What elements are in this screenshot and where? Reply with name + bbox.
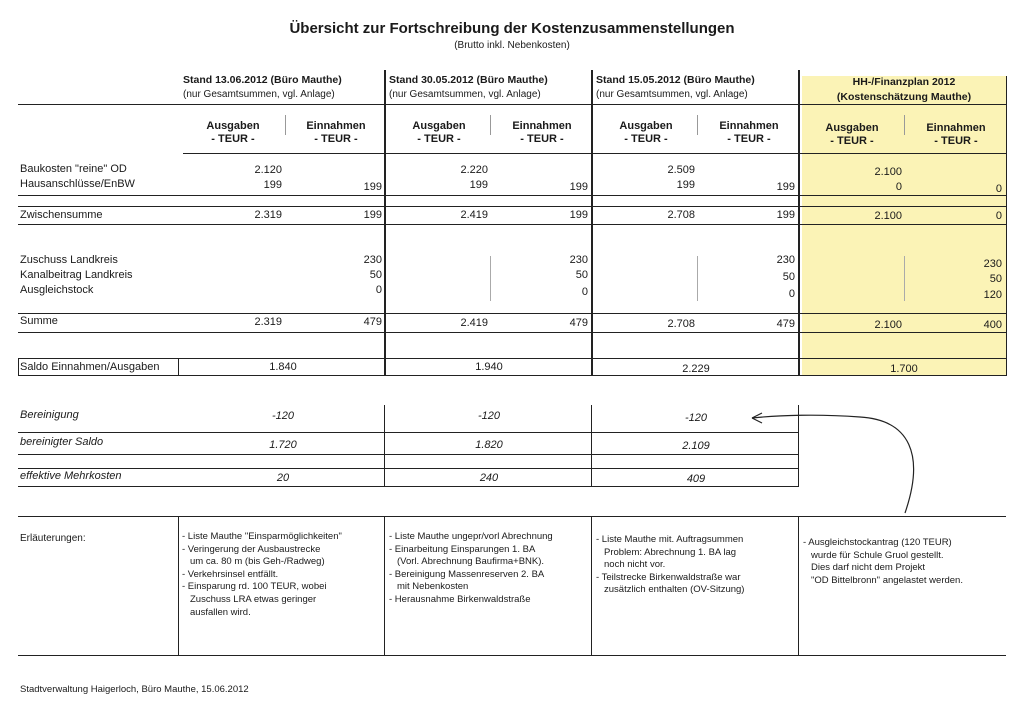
label-zuschuss: Zuschuss Landkreis — [20, 254, 118, 266]
col3-note: (nur Gesamtsummen, vgl. Anlage) — [596, 89, 748, 100]
cell: 199 — [569, 181, 588, 193]
rule-sum-bottom — [18, 332, 1006, 333]
col1-ausgaben-header: Ausgaben - TEUR - — [206, 120, 260, 145]
cell: 120 — [983, 289, 1002, 301]
col2-ausgaben-header: Ausgaben - TEUR - — [412, 120, 466, 145]
cell: 2.319 — [254, 316, 282, 328]
rule-mehr-bottom — [18, 486, 798, 487]
cell: 199 — [676, 179, 695, 191]
vline-c1-inner — [285, 115, 286, 135]
label-bereinigter-saldo: bereinigter Saldo — [20, 436, 104, 448]
label-bereinigung: Bereinigung — [20, 409, 79, 421]
cell: 2.120 — [254, 164, 282, 176]
cell: 199 — [363, 209, 382, 221]
rule-saldo-bottom — [18, 375, 1006, 376]
col1-einnahmen-header: Einnahmen - TEUR - — [306, 120, 366, 145]
arrow-icon — [740, 395, 930, 525]
cell: 230 — [776, 254, 795, 266]
cell: 50 — [575, 269, 588, 281]
label-zwischensumme: Zwischensumme — [20, 209, 103, 221]
notes-col1: - Liste Mauthe "Einsparmöglichkeiten" - Veringerung der Ausbaustrecke um ca. 80 m (bis Geh-/Radweg) - Verkehrsinsel entfällt. - Einsparung rd. 100 TEUR, wobei Zuschuss LRA etwas geringer ausfallen wird. — [182, 531, 342, 618]
cell: 50 — [782, 271, 795, 283]
cell: -120 — [684, 412, 708, 424]
cell: 2.708 — [667, 209, 695, 221]
cell: 1.840 — [269, 361, 297, 373]
label-mehrkosten: effektive Mehrkosten — [20, 470, 122, 482]
rule-notes-bottom — [18, 655, 1006, 656]
page-subtitle: (Brutto inkl. Nebenkosten) — [454, 40, 570, 51]
label-baukosten: Baukosten "reine" OD — [20, 163, 127, 175]
vline-4 — [1006, 76, 1007, 376]
vline-3 — [798, 70, 800, 376]
cell: 199 — [263, 179, 282, 191]
cell: 2.220 — [460, 164, 488, 176]
rule-saldo-top — [18, 358, 1006, 359]
cell: 199 — [569, 209, 588, 221]
cell: 2.708 — [667, 318, 695, 330]
col2-title: Stand 30.05.2012 (Büro Mauthe) — [389, 74, 548, 86]
cell: -120 — [477, 410, 501, 422]
vline-c4-rows — [904, 256, 905, 301]
vline-c4-inner — [904, 115, 905, 135]
vline-label — [178, 358, 179, 375]
cell: 1.820 — [475, 439, 503, 451]
cell: 0 — [995, 210, 1002, 222]
vline-1 — [384, 70, 386, 376]
vline-c3-inner — [697, 115, 698, 135]
cell: 479 — [363, 316, 382, 328]
cell: 409 — [686, 473, 706, 485]
col1-title: Stand 13.06.2012 (Büro Mauthe) — [183, 74, 342, 86]
cell: 400 — [983, 319, 1002, 331]
col2-note: (nur Gesamtsummen, vgl. Anlage) — [389, 89, 541, 100]
page-title: Übersicht zur Fortschreibung der Kostenzusammenstellungen — [289, 20, 735, 37]
col4-note: (Kostenschätzung Mauthe) — [836, 91, 972, 103]
vline-lower-1 — [384, 405, 385, 487]
cell: 199 — [776, 181, 795, 193]
cell: 479 — [569, 317, 588, 329]
col3-ausgaben-header: Ausgaben - TEUR - — [619, 120, 673, 145]
cell: 1.720 — [269, 439, 297, 451]
cell: 0 — [581, 286, 588, 298]
col4-title: HH-/Finanzplan 2012 — [852, 76, 956, 88]
rule-zs-top2 — [18, 206, 1006, 207]
notes-col4: - Ausgleichstockantrag (120 TEUR) wurde für Schule Gruol gestellt. Dies darf nicht dem Projekt "OD Bittelbronn" angelastet werden. — [803, 537, 963, 586]
cell: 2.100 — [874, 319, 902, 331]
rule-zs-top — [18, 195, 1006, 196]
cell: 199 — [363, 181, 382, 193]
cell: 240 — [479, 472, 499, 484]
cell: 2.109 — [682, 440, 710, 452]
notes-label: Erläuterungen: — [20, 533, 86, 544]
cell: 2.509 — [667, 164, 695, 176]
rule-notes-top — [18, 516, 1006, 517]
cell: 0 — [895, 181, 902, 193]
cell: 2.319 — [254, 209, 282, 221]
cell: -120 — [271, 410, 295, 422]
cell: 2.419 — [460, 317, 488, 329]
cell: 0 — [995, 183, 1002, 195]
notes-col2: - Liste Mauthe ungepr/vorl Abrechnung - Einarbeitung Einsparungen 1. BA (Vorl. Abrechnung Baufirma+BNK). - Bereinigung Massenreserven 2. BA mit Nebenkosten - Herausnahme Birkenwaldstraße — [389, 531, 553, 605]
cell: 2.229 — [682, 363, 710, 375]
vline-notes-2 — [591, 516, 592, 655]
cell: 230 — [983, 258, 1002, 270]
label-kanalbeitrag: Kanalbeitrag Landkreis — [20, 269, 133, 281]
vline-notes-3 — [798, 516, 799, 655]
cell: 0 — [788, 288, 795, 300]
vline-notes-0 — [178, 516, 179, 655]
cell: 0 — [375, 284, 382, 296]
col4-einnahmen-header: Einnahmen - TEUR - — [926, 122, 986, 147]
label-saldo: Saldo Einnahmen/Ausgaben — [20, 361, 160, 373]
cell: 2.419 — [460, 209, 488, 221]
vline-left-saldo — [18, 358, 19, 375]
cell: 50 — [369, 269, 382, 281]
rule-sum-top — [18, 313, 1006, 314]
vline-2 — [591, 70, 593, 376]
footer: Stadtverwaltung Haigerloch, Büro Mauthe, 15.06.2012 — [20, 684, 249, 695]
vline-notes-1 — [384, 516, 385, 655]
cell: 20 — [276, 472, 290, 484]
cell: 2.100 — [874, 210, 902, 222]
label-hausanschluesse: Hausanschlüsse/EnBW — [20, 178, 135, 190]
cell: 2.100 — [874, 166, 902, 178]
vline-lower-2 — [591, 405, 592, 487]
col3-einnahmen-header: Einnahmen - TEUR - — [719, 120, 779, 145]
col1-note: (nur Gesamtsummen, vgl. Anlage) — [183, 89, 335, 100]
cell: 479 — [776, 318, 795, 330]
cell: 1.940 — [475, 361, 503, 373]
label-summe: Summe — [20, 315, 58, 327]
label-ausgleichstock: Ausgleichstock — [20, 284, 94, 296]
vline-c3-rows — [697, 256, 698, 301]
col4-ausgaben-header: Ausgaben - TEUR - — [825, 122, 879, 147]
col2-einnahmen-header: Einnahmen - TEUR - — [512, 120, 572, 145]
rule-zs-bottom — [18, 224, 1006, 225]
notes-col3: - Liste Mauthe mit. Auftragsummen Problem: Abrechnung 1. BA lag noch nicht vor. - Teilstrecke Birkenwaldstraße war zusätzlich enthalten (OV-Sitzung) — [596, 534, 745, 596]
rule-sub-header — [183, 153, 1006, 154]
vline-c2-inner — [490, 115, 491, 135]
cell: 199 — [469, 179, 488, 191]
cell: 50 — [989, 273, 1002, 285]
cell: 199 — [776, 209, 795, 221]
rule-header-bottom — [18, 104, 1006, 105]
rule-mehr-top — [18, 468, 798, 469]
rule-saldo2 — [18, 454, 798, 455]
cell: 230 — [569, 254, 588, 266]
vline-c2-rows — [490, 256, 491, 301]
rule-bereinigung — [18, 432, 798, 433]
cell: 230 — [363, 254, 382, 266]
col3-title: Stand 15.05.2012 (Büro Mauthe) — [596, 74, 755, 86]
cell: 1.700 — [890, 363, 918, 375]
